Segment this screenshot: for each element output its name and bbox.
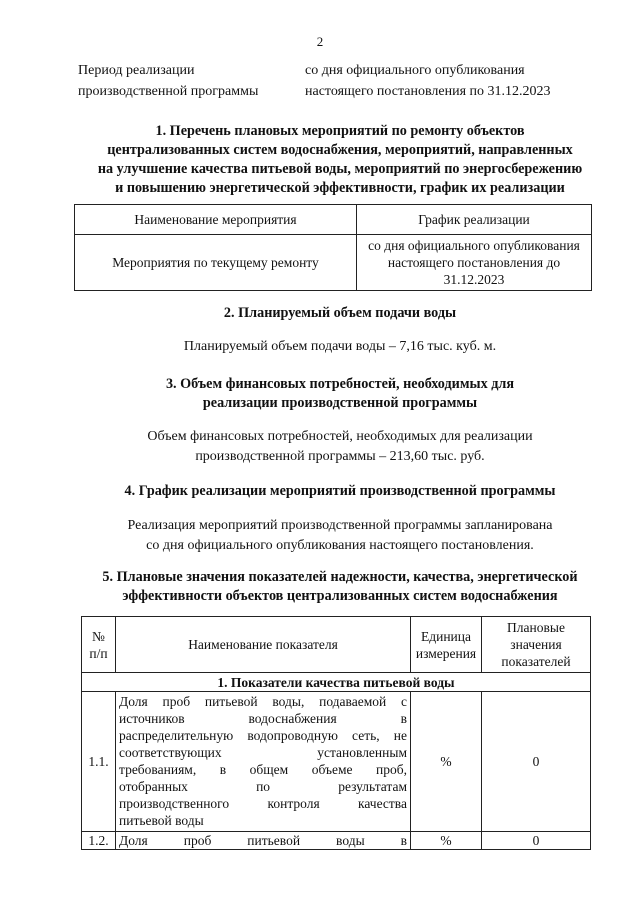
indicator-group-title: 1. Показатели качества питьевой воды	[82, 673, 591, 692]
period-value	[305, 60, 551, 102]
indicator-header-plan-line: показателей	[501, 654, 571, 669]
measures-header-name: Наименование мероприятия	[75, 205, 357, 235]
section1-title-line: на улучшение качества питьевой воды, мероприятий по энергосбережению	[97, 161, 583, 177]
indicator-unit: %	[411, 692, 482, 832]
section3-text-line: Объем финансовых потребностей, необходимых для реализации	[147, 429, 533, 444]
section2-text: Планируемый объем подачи воды – 7,16 тыс. куб. м.	[183, 339, 497, 354]
period-label-line: производственной программы	[78, 84, 259, 99]
indicator-value: 0	[482, 832, 591, 850]
measure-schedule-line: настоящего постановления до	[387, 255, 561, 270]
section5-title-line: 5. Плановые значения показателей надежности, качества, энергетической	[102, 569, 578, 585]
indicator-name-line: Доля проб питьевой воды в	[119, 833, 407, 848]
indicator-header-unit-line: Единица	[420, 628, 471, 644]
indicator-value: 0	[482, 692, 591, 832]
indicator-header-unit	[411, 617, 482, 673]
section3-text	[40, 427, 640, 467]
section3-title-line: 3. Объем финансовых потребностей, необходимых для	[165, 376, 515, 392]
indicator-header-unit-line: измерения	[415, 645, 477, 661]
indicator-header-num-line: №	[92, 628, 105, 644]
indicators-table	[81, 616, 591, 850]
measure-schedule-cell	[357, 235, 592, 291]
indicator-name-line: отобранных по результатам	[119, 779, 407, 794]
section5-title-line: эффективности объектов централизованных систем водоснабжения	[122, 588, 558, 604]
period-label	[78, 60, 258, 102]
indicator-header-name: Наименование показателя	[116, 617, 411, 673]
section4-text-line: со дня официального опубликования настоящего постановления.	[146, 538, 534, 553]
indicator-header-num-line: п/п	[89, 645, 108, 661]
section3-title-line: реализации производственной программы	[202, 395, 478, 411]
indicator-header-num	[82, 617, 116, 673]
section1-title-line: 1. Перечень плановых мероприятий по ремонту объектов	[155, 123, 525, 139]
indicator-name	[116, 692, 411, 832]
section3-title	[40, 375, 640, 413]
indicator-num: 1.1.	[82, 692, 116, 832]
indicator-name-line: производственного контроля качества	[119, 796, 407, 811]
section1-title-line: и повышению энергетической эффективности, график их реализации	[115, 180, 565, 196]
measures-table	[74, 204, 592, 291]
indicator-name-line: Доля проб питьевой воды, подаваемой с	[119, 694, 407, 709]
measure-schedule-line: 31.12.2023	[443, 272, 505, 287]
period-label-line: Период реализации	[78, 63, 195, 78]
section1-title-line: централизованных систем водоснабжения, мероприятий, направленных	[107, 142, 573, 158]
section5-title	[40, 568, 640, 606]
indicator-name	[116, 832, 411, 850]
measures-header-schedule: График реализации	[357, 205, 592, 235]
measure-schedule-line: со дня официального опубликования	[368, 238, 580, 253]
measure-name-cell: Мероприятия по текущему ремонту	[75, 235, 357, 291]
indicator-header-plan-line: Плановые	[507, 620, 565, 635]
section2-title: 2. Планируемый объем подачи воды	[223, 305, 457, 321]
page-number: 2	[316, 34, 324, 49]
indicator-name-line: требованиям, в общем объеме проб,	[119, 762, 407, 777]
period-value-line: со дня официального опубликования	[305, 63, 525, 78]
indicator-name-line: соответствующих установленным	[119, 745, 407, 760]
indicator-header-plan	[482, 617, 591, 673]
indicator-name-line: питьевой воды	[119, 813, 204, 828]
section1-title	[40, 122, 640, 198]
indicator-unit: %	[411, 832, 482, 850]
section3-text-line: производственной программы – 213,60 тыс. руб.	[195, 449, 485, 464]
indicator-header-plan-line: значения	[510, 637, 562, 652]
indicator-num: 1.2.	[82, 832, 116, 850]
period-value-line: настоящего постановления по 31.12.2023	[305, 84, 551, 99]
section4-text-line: Реализация мероприятий производственной программы запланирована	[127, 518, 553, 533]
section4-text	[40, 516, 640, 556]
indicator-name-line: распределительную водопроводную сеть, не	[119, 728, 407, 743]
section4-title: 4. График реализации мероприятий производственной программы	[124, 483, 556, 499]
indicator-name-line: источников водоснабжения в	[119, 711, 407, 726]
